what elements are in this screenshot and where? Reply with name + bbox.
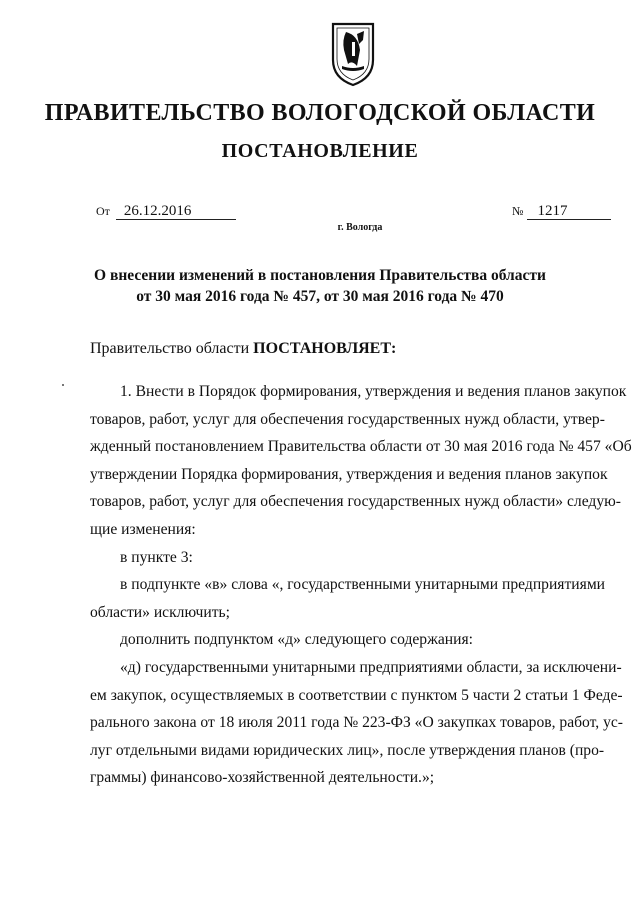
document-subject [0,265,640,307]
intro-paragraph [90,340,396,358]
paragraph-4 [90,626,582,654]
text-line: жденный постановлением Правительства области от 30 мая 2016 года № 457 «Об [90,438,632,456]
text-line: дополнить подпунктом «д» следующего содержания: [120,631,473,649]
document-body [90,378,632,792]
subject-line-2: от 30 мая 2016 года № 457, от 30 мая 2016 года № 470 [136,288,504,305]
text-line: в подпункте «в» слова «, государственными унитарными предприятиями [120,576,606,594]
text-line: товаров, работ, услуг для обеспечения государственных нужд области» следую- [90,493,621,511]
paragraph-3 [90,571,606,626]
paragraph-1 [90,378,632,544]
intro-resolves: ПОСТАНОВЛЯЕТ: [253,340,397,357]
text-line: «д) государственными унитарными предприятиями области, за исключени- [120,658,622,676]
coat-of-arms-icon [330,20,376,88]
text-line: товаров, работ, услуг для обеспечения государственных нужд области, утвер- [90,410,605,428]
document-date [96,203,236,220]
scan-speck [62,384,64,386]
city-label: г. Вологда [337,222,383,233]
text-line: граммы) финансово-хозяйственной деятельности.»; [90,769,435,787]
number-prefix: № [512,204,524,218]
date-value: 26.12.2016 [116,203,236,220]
text-line: области» исключить; [90,603,230,621]
text-line: ем закупок, осуществляемых в соответствии с пунктом 5 части 2 статьи 1 Феде- [90,686,623,704]
text-line: рального закона от 18 июля 2011 года № 223-ФЗ «О закупках товаров, работ, ус- [90,714,624,732]
text-line: утверждении Порядка формирования, утверждения и ведения планов закупок [90,465,608,483]
paragraph-2 [90,544,582,572]
number-value: 1217 [527,203,611,220]
date-prefix: От [96,204,110,218]
government-title: ПРАВИТЕЛЬСТВО ВОЛОГОДСКОЙ ОБЛАСТИ [44,100,596,126]
text-line: 1. Внести в Порядок формирования, утверждения и ведения планов закупок [120,383,627,400]
document-type-title: ПОСТАНОВЛЕНИЕ [221,140,419,162]
paragraph-5 [90,654,624,792]
text-line: в пункте 3: [120,548,193,566]
text-line: луг отдельными видами юридических лиц», после утверждения планов (про- [90,741,605,759]
subject-line-1: О внесении изменений в постановления Правительства области [94,267,546,284]
intro-text: Правительство области [90,340,254,357]
document-number [512,203,611,220]
text-line: щие изменения: [90,520,196,538]
